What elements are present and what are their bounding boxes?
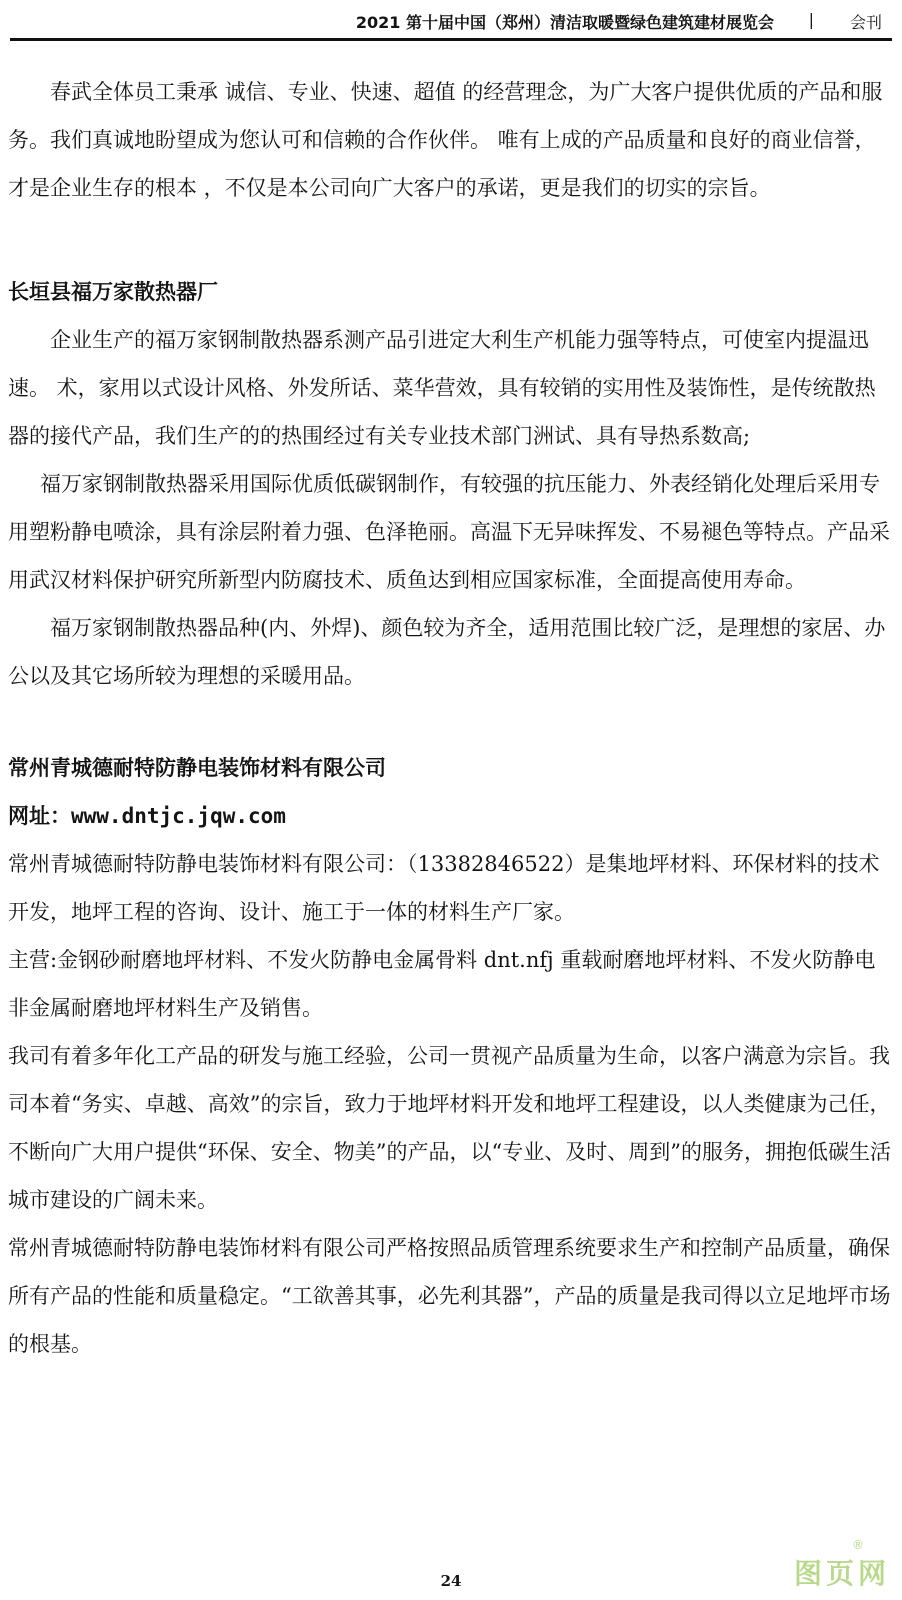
section2-paragraph-2: 主营:金钢砂耐磨地坪材料、不发火防静电金属骨料 dnt.nfj 重载耐磨地坪材料、不发火防静电非金属耐磨地坪材料生产及销售。 — [8, 948, 876, 1020]
watermark-logo — [793, 1538, 890, 1592]
section1-paragraph-1: 企业生产的福万家钢制散热器系测产品引进定大利生产机能力强等特点，可使室内提温迅速。 术，家用以式设计风格、外发所话、菜华营效，具有较销的实用性及装饰性，是传统散热器的接代产品，我们生产的的热围经过有关专业技术部门洲试、具有导热系数高; — [8, 328, 876, 448]
page-header — [10, 0, 892, 41]
website-line — [8, 792, 892, 840]
section1-paragraph-2: 福万家钢制散热器采用国际优质低碳钢制作，有较强的抗压能力、外表经销化处理后采用专用塑粉静电喷涂，具有涂层附着力强、色泽艳丽。高温下无异味挥发、不易褪色等特点。产品采用武汉材料保护研究所新型内防腐技术、质鱼达到相应国家标准，全面提高使用寿命。 — [8, 472, 890, 592]
section-spacer — [8, 212, 892, 268]
header-label: 会刊 — [849, 13, 882, 32]
section1-paragraph-3: 福万家钢制散热器品种(内、外焊)、颜色较为齐全，适用范围比较广泛，是理想的家居、办公以及其它场所较为理想的采暖用品。 — [8, 616, 886, 688]
section2-paragraph-3: 我司有着多年化工产品的研发与施工经验，公司一贯视产品质量为生命，以客户满意为宗旨。我司本着“务实、卓越、高效”的宗旨，致力于地坪材料开发和地坪工程建设，以人类健康为己任，不断向广大用户提供“环保、安全、物美”的产品，以“专业、及时、周到”的服务，拥抱低碳生活城市建设的广阔未来。 — [8, 1044, 891, 1212]
watermark-text: 图页网 — [793, 1557, 890, 1590]
section-title-dnt: 常州青城德耐特防静电装饰材料有限公司 — [8, 756, 386, 780]
section2-paragraph-4: 常州青城德耐特防静电装饰材料有限公司严格按照品质管理系统要求生产和控制产品质量，确保所有产品的性能和质量稳定。“工欲善其事，必先利其器”，产品的质量是我司得以立足地坪市场的根基。 — [8, 1236, 891, 1356]
page-number: 24 — [440, 1572, 462, 1590]
website-label: 网址： — [8, 804, 71, 828]
header-title: 2021 第十届中国（郑州）清洁取暖暨绿色建筑建材展览会 — [355, 13, 774, 32]
section-spacer — [8, 700, 892, 744]
header-separator: | — [808, 10, 814, 29]
section2-paragraph-1: 常州青城德耐特防静电装饰材料有限公司：（13382846522）是集地坪材料、环保材料的技术开发，地坪工程的咨询、设计、施工于一体的材料生产厂家。 — [8, 852, 880, 924]
website-url: www.dntjc.jqw.com — [71, 804, 286, 828]
section-title-fuwanjia: 长垣县福万家散热器厂 — [8, 280, 218, 304]
page-body — [8, 68, 892, 1368]
intro-paragraph: 春武全体员工秉承 诚信、专业、快速、超值 的经营理念，为广大客户提供优质的产品和服务。我们真诚地盼望成为您认可和信赖的合作伙伴。 唯有上成的产品质量和良好的商业信誉，才是企业生存的根本 ，不仅是本公司向广大客户的承诺，更是我们的切实的宗旨。 — [8, 80, 883, 200]
registered-mark: ® — [852, 1538, 864, 1552]
